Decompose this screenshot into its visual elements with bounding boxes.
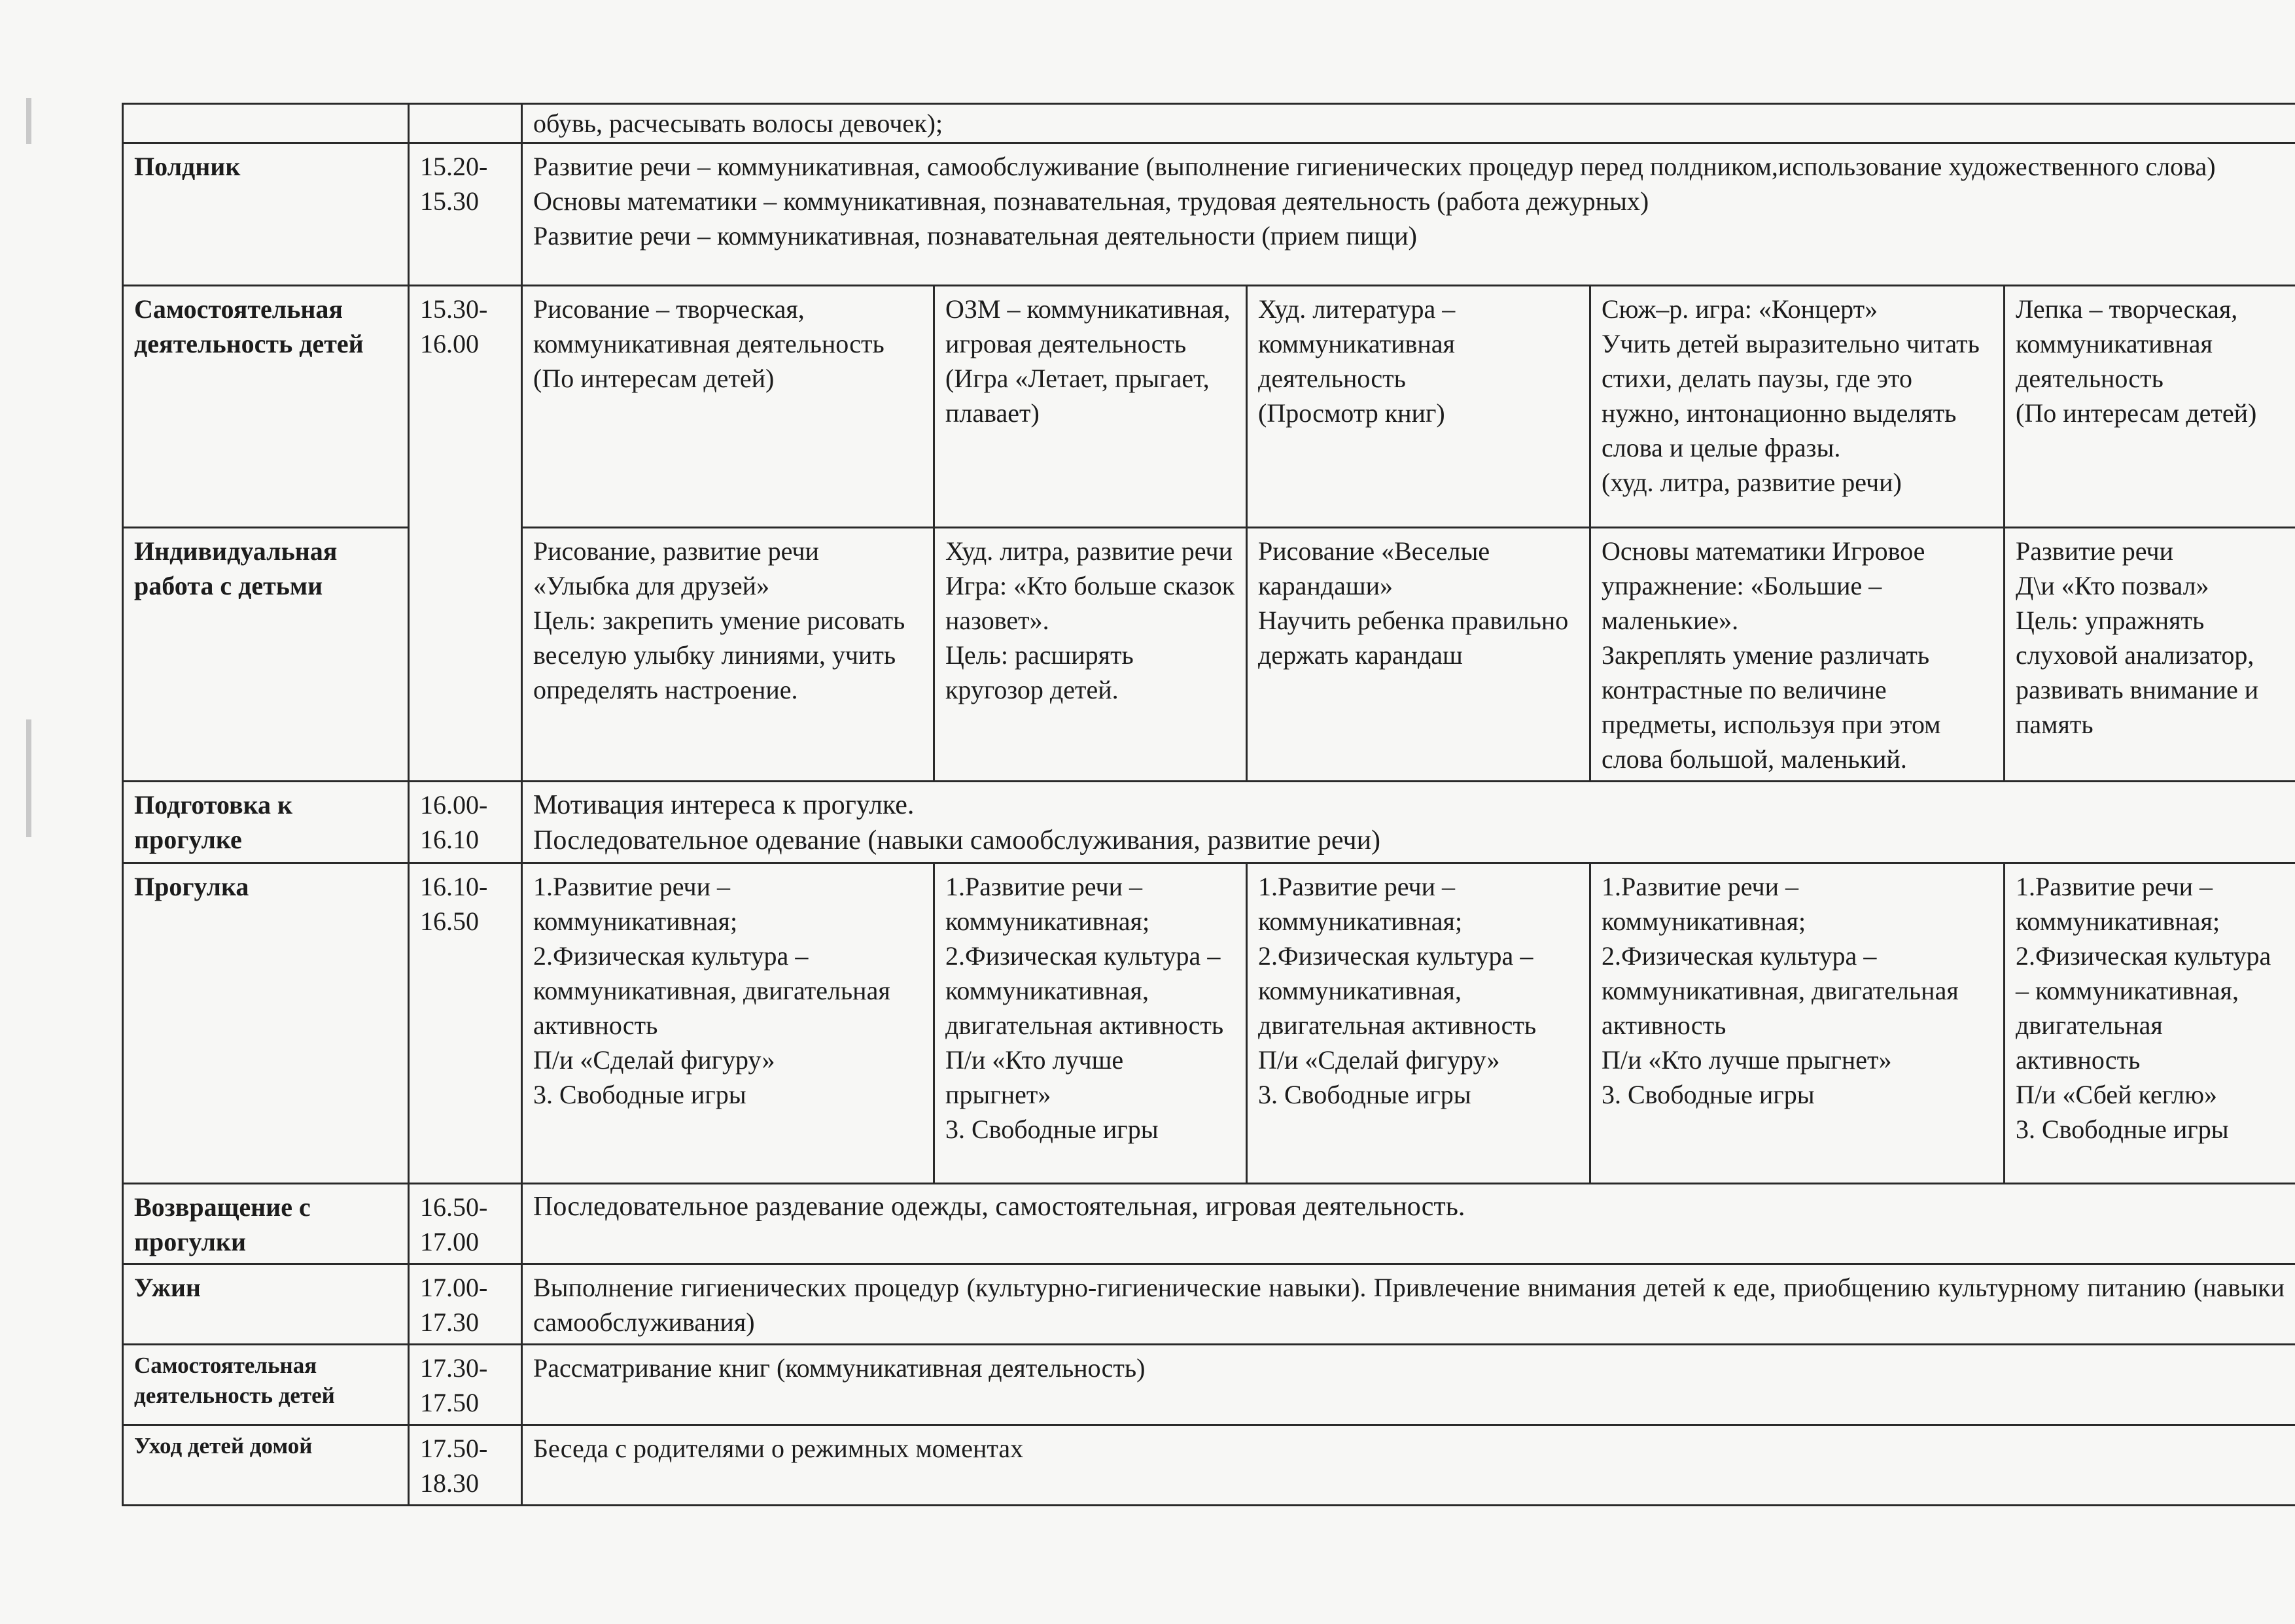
time-range: 17.50- 18.30 bbox=[409, 1425, 522, 1506]
description-line: Основы математики – коммуникативная, познавательная, трудовая деятельность (работа дежурных) bbox=[533, 186, 1649, 216]
day-cell: 1.Развитие речи – коммуникативная; 2.Физическая культура – коммуникативная, двигательная активность П/и «Сделай фигуру» 3. Свободные игры bbox=[1247, 863, 1590, 1184]
activity-description: Выполнение гигиенических процедур (культурно-гигиенические навыки). Привлечение внимания детей к еде, приобщению культурному питанию (навыки самообслуживания) bbox=[522, 1264, 2295, 1345]
time-range: 16.50- 17.00 bbox=[409, 1184, 522, 1264]
table-row bbox=[123, 1425, 2295, 1506]
table-row bbox=[123, 104, 2295, 143]
activity-description: Последовательное раздевание одежды, самостоятельная, игровая деятельность. bbox=[522, 1184, 2295, 1264]
table-row bbox=[123, 782, 2295, 863]
activity-description bbox=[522, 782, 2295, 863]
time-range: 16.00- 16.10 bbox=[409, 782, 522, 863]
activity-name: Самостоятельная деятельность детей bbox=[123, 286, 409, 528]
activity-description bbox=[522, 143, 2295, 286]
schedule-table bbox=[122, 103, 2295, 1506]
time-range: 17.30- 17.50 bbox=[409, 1345, 522, 1425]
day-cell: Худ. литра, развитие речи Игра: «Кто больше сказок назовет». Цель: расширять кругозор детей. bbox=[934, 528, 1247, 782]
day-cell: ОЗМ – коммуникативная, игровая деятельность (Игра «Летает, прыгает, плавает) bbox=[934, 286, 1247, 528]
day-cell: Лепка – творческая, коммуникативная деятельность (По интересам детей) bbox=[2005, 286, 2295, 528]
scan-edge-mark bbox=[26, 98, 31, 144]
day-cell: Рисование – творческая, коммуникативная деятельность (По интересам детей) bbox=[522, 286, 934, 528]
day-cell: Рисование «Веселые карандаши» Научить ребенка правильно держать карандаш bbox=[1247, 528, 1590, 782]
table-row bbox=[123, 1264, 2295, 1345]
day-cell: 1.Развитие речи – коммуникативная; 2.Физическая культура – коммуникативная, двигательная активность П/и «Кто лучше прыгнет» 3. Свободные игры bbox=[934, 863, 1247, 1184]
description-line: Мотивация интереса к прогулке. bbox=[533, 790, 915, 820]
day-cell: Худ. литература – коммуникативная деятельность (Просмотр книг) bbox=[1247, 286, 1590, 528]
activity-name: Индивидуальная работа с детьми bbox=[123, 528, 409, 782]
table-row bbox=[123, 1345, 2295, 1425]
day-cell: 1.Развитие речи – коммуникативная; 2.Физическая культура – коммуникативная, двигательная активность П/и «Кто лучше прыгнет» 3. Свободные игры bbox=[1590, 863, 2005, 1184]
day-cell: Сюж–р. игра: «Концерт» Учить детей выразительно читать стихи, делать паузы, где это нужно, интонационно выделять слова и целые фразы. (худ. литра, развитие речи) bbox=[1590, 286, 2005, 528]
activity-name: Полдник bbox=[123, 143, 409, 286]
description-line: Развитие речи – коммуникативная, самообслуживание (выполнение гигиенических процедур перед полдником,использование художественного слова) bbox=[533, 152, 2216, 181]
day-cell: Рисование, развитие речи «Улыбка для друзей» Цель: закрепить умение рисовать веселую улыбку линиями, учить определять настроение. bbox=[522, 528, 934, 782]
time-range: 15.30- 16.00 bbox=[409, 286, 522, 782]
activity-name: Ужин bbox=[123, 1264, 409, 1345]
activity-name: Возвращение с прогулки bbox=[123, 1184, 409, 1264]
description-line: Развитие речи – коммуникативная, познавательная деятельности (прием пищи) bbox=[533, 221, 1417, 251]
day-cell: 1.Развитие речи – коммуникативная; 2.Физическая культура – коммуникативная, двигательная активность П/и «Сделай фигуру» 3. Свободные игры bbox=[522, 863, 934, 1184]
activity-name: Подготовка к прогулке bbox=[123, 782, 409, 863]
activity-name: Самостоятельная деятельность детей bbox=[123, 1345, 409, 1425]
table-row bbox=[123, 1184, 2295, 1264]
table-row bbox=[123, 863, 2295, 1184]
day-cell: Развитие речи Д\и «Кто позвал» Цель: упражнять слуховой анализатор, развивать внимание и память bbox=[2005, 528, 2295, 782]
activity-description: Рассматривание книг (коммуникативная деятельность) bbox=[522, 1345, 2295, 1425]
continuation-text: обувь, расчесывать волосы девочек); bbox=[522, 104, 2295, 143]
table-row bbox=[123, 143, 2295, 286]
activity-name: Уход детей домой bbox=[123, 1425, 409, 1506]
description-line: Последовательное одевание (навыки самообслуживания, развитие речи) bbox=[533, 825, 1381, 855]
empty-cell bbox=[123, 104, 409, 143]
time-range: 17.00- 17.30 bbox=[409, 1264, 522, 1345]
table-row bbox=[123, 286, 2295, 528]
scan-edge-mark bbox=[26, 719, 31, 837]
day-cell: Основы математики Игровое упражнение: «Большие – маленькие». Закреплять умение различать контрастные по величине предметы, используя при этом слова большой, маленький. bbox=[1590, 528, 2005, 782]
day-cell: 1.Развитие речи – коммуникативная; 2.Физическая культура – коммуникативная, двигательная активность П/и «Сбей кеглю» 3. Свободные игры bbox=[2005, 863, 2295, 1184]
activity-name: Прогулка bbox=[123, 863, 409, 1184]
activity-description: Беседа с родителями о режимных моментах bbox=[522, 1425, 2295, 1506]
time-range: 15.20- 15.30 bbox=[409, 143, 522, 286]
empty-cell bbox=[409, 104, 522, 143]
time-range: 16.10- 16.50 bbox=[409, 863, 522, 1184]
